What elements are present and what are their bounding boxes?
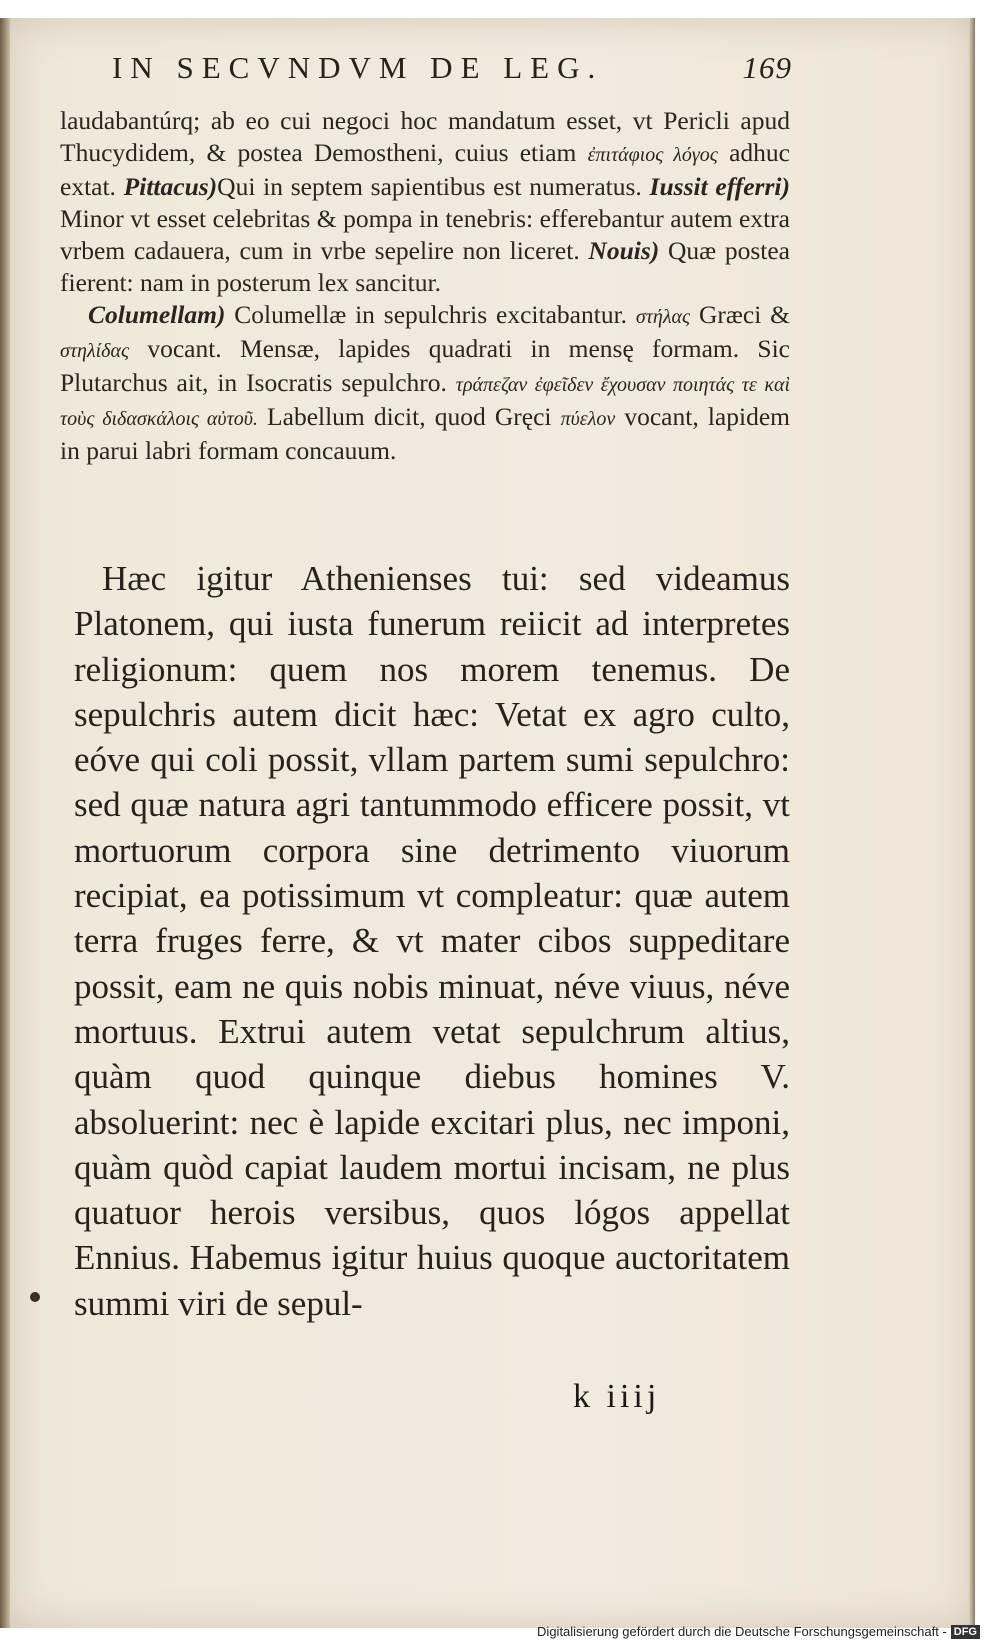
note-text: Quæ postea fierent: nam in posterum lex sancitur.: [60, 236, 790, 297]
note-lemma: Iussit efferri): [649, 172, 790, 201]
page-binding-edge: [0, 18, 10, 1628]
note-text: vocant, lapidem in parui labri formam concauum.: [60, 402, 790, 465]
note-text: Minor vt esset celebritas & pompa in tenebris: efferebantur autem extra vrbem cadauera, cum in vrbe sepelire non liceret.: [60, 204, 790, 265]
note-text: adhuc extat.: [60, 138, 790, 201]
note-lemma: Columellam): [88, 300, 226, 329]
margin-mark: [30, 1292, 40, 1302]
main-paragraph: Hæc igitur Athenienses tui: sed videamus Platonem, qui iusta funerum reiicit ad interpretes religionum: quem nos morem tenemus. De sepulchris autem dicit hæc: Vetat ex agro culto, eóve qui coli possit, vllam partem sumi sepulchro: sed quæ natura agri tantummodo efficere possit, vt mortuorum corpora sine detrimento viuorum recipiat, ea potissimum vt compleatur: quæ autem terra fruges ferre, & vt mater cibos suppeditare possit, eam ne quis nobis minuat, néve viuus, néve mortuus. Extrui autem vetat sepulchrum altius, quàm quod quinque diebus homines V. absoluerint: nec è lapide excitari plus, nec imponi, quàm quòd capiat laudem mortui incisam, ne plus quatuor herois versibus, quos lógos appellat Ennius. Habemus igitur huius quoque auctoritatem summi viri de sepul-: [74, 559, 790, 1323]
page-number: 169: [742, 50, 792, 85]
commentary-notes: [60, 105, 790, 467]
notes-paragraph: [60, 105, 790, 299]
note-text: Qui in septem sapientibus est numeratus.: [217, 172, 650, 201]
note-lemma: Pittacus): [123, 172, 218, 201]
main-text-block: [74, 556, 790, 1326]
footer-credit: Digitalisierung gefördert durch die Deutsche Forschungsgemeinschaft -: [537, 1624, 947, 1639]
note-text: laudabantúrq; ab eo cui negoci hoc mandatum esset, vt Pericli apud Thucydidem, & postea Demostheni, cuius etiam: [60, 106, 790, 167]
page-fore-edge: [969, 18, 975, 1628]
digitization-footer: [537, 1624, 980, 1639]
signature-mark: k iiij: [573, 1378, 661, 1415]
note-text: Labellum dicit, quod Gręci: [257, 402, 561, 431]
note-text: vocant. Mensæ, lapides quadrati in mensę formam. Sic Plutarchus ait, in Isocratis sepulchro.: [60, 334, 790, 397]
note-greek: στηλίδας: [60, 340, 130, 362]
running-title: IN SECVNDVM DE LEG.: [112, 50, 604, 85]
note-text: Græci &: [690, 300, 791, 329]
running-header: [112, 50, 792, 86]
note-greek: τράπεζαν ἐφεῖδεν ἔχουσαν ποιητάς τε καὶ τοὺς διδασκάλοις αὐτοῦ.: [60, 374, 790, 430]
dfg-logo: DFG: [951, 1625, 980, 1639]
notes-paragraph: [60, 299, 790, 467]
note-text: Columellæ in sepulchris excitabantur.: [225, 300, 636, 329]
note-greek: πύελον: [560, 408, 616, 430]
note-greek: ἐπιτάφιος λόγος: [587, 144, 718, 166]
note-greek: στήλας: [635, 306, 691, 328]
note-lemma: Nouis): [588, 236, 660, 265]
